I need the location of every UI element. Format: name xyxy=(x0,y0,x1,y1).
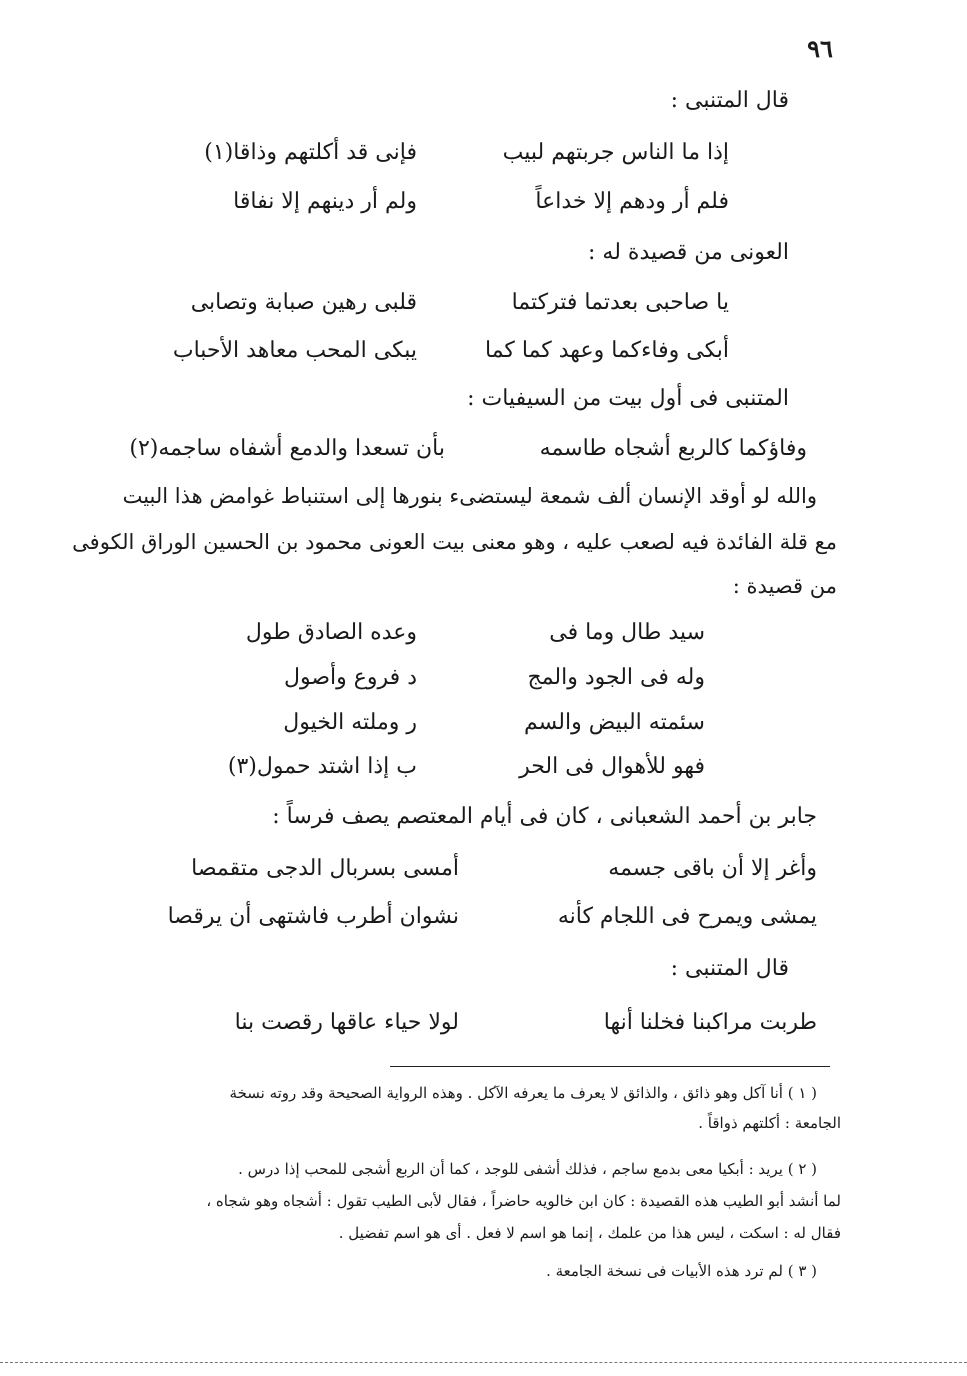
verse-second-hemistich: د فروع وأصول xyxy=(284,665,417,690)
verse-second-hemistich: ر وملته الخيول xyxy=(283,710,417,735)
verse-line xyxy=(0,140,967,174)
page-number: ٩٦ xyxy=(807,34,833,63)
footnote-line: ( ١ ) أنا آكل وهو ذائق ، والذائق لا يعرف ما يعرفه الآكل . وهذه الرواية الصحيحة وقد روته نسخة xyxy=(229,1084,817,1102)
page-bottom-edge xyxy=(0,1362,967,1363)
footnote-line: لما أنشد أبو الطيب هذه القصيدة : كان ابن خالويه حاضراً ، فقال لأبى الطيب تقول : أشجاه وهو شجاه ، xyxy=(206,1192,841,1210)
verse-first-hemistich: فهو للأهوال فى الحر xyxy=(519,754,705,779)
verse-first-hemistich: فلم أر ودهم إلا خداعاً xyxy=(535,189,729,214)
verse-line xyxy=(0,290,967,324)
prose-line: من قصيدة : xyxy=(732,574,837,598)
section-heading: جابر بن أحمد الشعبانى ، كان فى أيام المعتصم يصف فرساً : xyxy=(272,804,817,829)
verse-first-hemistich: وأغر إلا أن باقى جسمه xyxy=(608,856,817,881)
verse-second-hemistich: قلبى رهين صبابة وتصابى xyxy=(190,290,417,315)
section-heading: المتنبى فى أول بيت من السيفيات : xyxy=(467,386,789,411)
verse-line xyxy=(0,710,967,744)
verse-first-hemistich: وله فى الجود والمج xyxy=(527,665,705,690)
verse-second-hemistich: يبكى المحب معاهد الأحباب xyxy=(172,338,417,363)
verse-second-hemistich: بأن تسعدا والدمع أشفاه ساجمه(٢) xyxy=(129,436,445,461)
verse-line xyxy=(0,620,967,654)
footnote-line: ( ٢ ) يريد : أبكيا معى بدمع ساجم ، فذلك أشفى للوجد ، كما أن الربع أشجى للمحب إذا درس . xyxy=(238,1160,817,1178)
verse-line xyxy=(0,665,967,699)
verse-second-hemistich: نشوان أطرب فاشتهى أن يرقصا xyxy=(167,904,459,929)
verse-first-hemistich: يمشى ويمرح فى اللجام كأنه xyxy=(557,904,817,929)
verse-second-hemistich: فإنى قد أكلتهم وذاقا(١) xyxy=(204,140,417,165)
footnote-line: الجامعة : أكلتهم ذواقاً . xyxy=(698,1114,841,1132)
verse-line xyxy=(0,189,967,223)
verse-line xyxy=(0,856,967,890)
verse-second-hemistich: أمسى بسربال الدجى متقمصا xyxy=(191,856,459,881)
footnote-separator xyxy=(390,1066,830,1067)
verse-first-hemistich: أبكى وفاءكما وعهد كما كما xyxy=(484,338,729,363)
verse-second-hemistich: ولم أر دينهم إلا نفاقا xyxy=(233,189,417,214)
verse-first-hemistich: يا صاحبى بعدتما فتركتما xyxy=(511,290,729,315)
prose-line: والله لو أوقد الإنسان ألف شمعة ليستضىء بنورها إلى استنباط غوامض هذا البيت xyxy=(122,484,817,508)
footnote-line: ( ٣ ) لم ترد هذه الأبيات فى نسخة الجامعة . xyxy=(546,1262,817,1280)
verse-first-hemistich: طربت مراكبنا فخلنا أنها xyxy=(603,1010,817,1035)
verse-second-hemistich: لولا حياء عاقها رقصت بنا xyxy=(234,1010,459,1035)
verse-line xyxy=(0,338,967,372)
verse-line xyxy=(0,754,967,788)
footnote-line: فقال له : اسكت ، ليس هذا من علمك ، إنما هو اسم لا فعل . أى هو اسم تفضيل . xyxy=(338,1224,841,1242)
verse-first-hemistich: إذا ما الناس جربتهم لبيب xyxy=(502,140,729,165)
verse-line xyxy=(0,436,967,470)
section-heading: قال المتنبى : xyxy=(670,956,789,981)
verse-second-hemistich: ب إذا اشتد حمول(٣) xyxy=(227,754,417,779)
verse-second-hemistich: وعده الصادق طول xyxy=(245,620,417,645)
verse-first-hemistich: سئمته البيض والسم xyxy=(524,710,705,735)
verse-first-hemistich: سيد طال وما فى xyxy=(549,620,705,645)
verse-first-hemistich: وفاؤكما كالربع أشجاه طاسمه xyxy=(539,436,807,461)
section-heading: قال المتنبى : xyxy=(670,88,789,113)
verse-line xyxy=(0,904,967,938)
prose-line: مع قلة الفائدة فيه لصعب عليه ، وهو معنى بيت العونى محمود بن الحسين الوراق الكوفى xyxy=(72,530,837,554)
verse-line xyxy=(0,1010,967,1044)
section-heading: العونى من قصيدة له : xyxy=(588,240,789,265)
